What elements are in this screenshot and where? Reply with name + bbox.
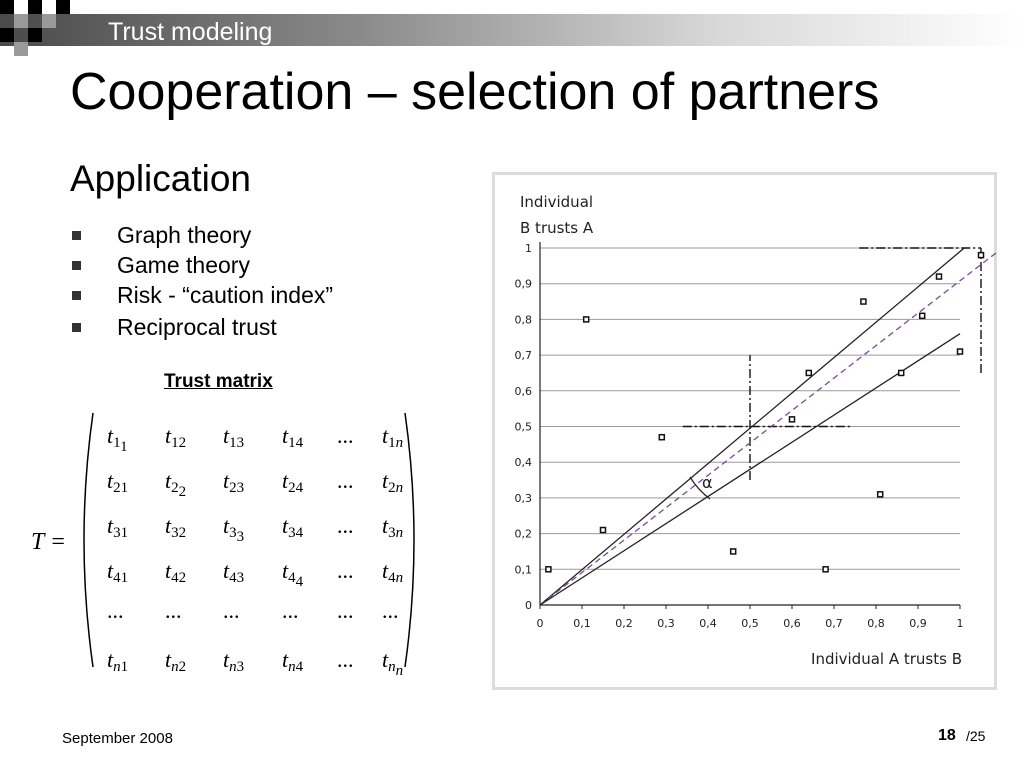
y-tick-label: 0,8 [514,313,532,327]
x-tick-label: 0,1 [573,617,591,630]
matrix-cell: t4n [382,558,404,586]
list-item [72,282,333,312]
data-point [790,417,795,422]
matrix-cell: t11 [107,423,128,455]
bullet-text: Graph theory [117,222,252,248]
data-point [823,567,828,572]
data-point [806,370,811,375]
y-tick-label: 0,5 [514,420,532,434]
logo-square [42,14,56,28]
y-axis-label: Individual [520,193,594,211]
bullet-icon [72,291,81,300]
matrix-cell: ... [337,598,354,623]
matrix-cell: ... [107,598,124,623]
x-tick-label: 0,6 [783,617,801,630]
matrix-cell: t41 [107,558,129,586]
matrix-lhs: T = [31,529,67,555]
logo-square [14,42,28,56]
matrix-cell: t21 [107,468,129,496]
data-point [899,370,904,375]
data-point [958,349,963,354]
x-tick-label: 0,8 [867,617,885,630]
matrix-cell: ... [337,423,354,448]
list-item [72,314,333,344]
logo-square [28,28,42,42]
data-point [584,317,589,322]
matrix-cell: t31 [107,513,129,541]
matrix-cell: t44 [282,558,304,590]
matrix-cell: ... [282,598,299,623]
matrix-cell: t34 [282,513,304,541]
data-point [546,567,551,572]
page-title: Cooperation – selection of partners [70,63,880,121]
data-point [731,549,736,554]
y-tick-label: 0 [525,599,532,612]
subtitle: Application [70,158,252,199]
y-axis-label: B trusts A [520,219,594,237]
logo-square [0,0,14,14]
data-point [601,528,606,533]
section-title: Trust modeling [108,18,273,46]
bullet-text: Reciprocal trust [117,314,277,340]
matrix-cell: t24 [282,468,304,496]
x-tick-label: 0,4 [699,617,717,630]
y-tick-label: 1 [525,242,532,255]
bullet-icon [72,231,81,240]
matrix-cell: t42 [165,558,187,586]
x-axis-label: Individual A trusts B [811,650,962,668]
bullet-text: Risk - “caution index” [117,282,334,308]
angle-label: α [702,473,713,492]
list-item [72,222,333,252]
matrix-cell: t23 [223,468,245,496]
y-tick-label: 0,3 [514,491,532,505]
matrix-cell: tn3 [223,647,245,675]
page-number: 18 [938,727,956,744]
matrix-cell: ... [337,513,354,538]
x-tick-label: 0 [536,617,544,630]
bullet-icon [72,261,81,270]
trust-scatter-chart [492,172,997,690]
logo-square [56,0,70,14]
data-point [979,253,984,258]
logo-square [0,28,14,42]
matrix-cell: t43 [223,558,245,586]
data-point [659,435,664,440]
matrix-cell: t1n [382,423,404,451]
right-paren [405,413,414,667]
matrix-cell: tn2 [165,647,187,675]
bullet-text: Game theory [117,252,250,278]
matrix-cell: t33 [223,513,245,545]
matrix-cell: tnn [382,647,404,675]
matrix-cell: tn4 [282,647,304,675]
matrix-cell: ... [223,598,240,623]
bullet-list [72,222,333,344]
matrix-cell: tn1 [107,647,129,675]
list-item [72,252,333,282]
matrix-cell: t14 [282,423,304,451]
bullet-icon [72,323,81,332]
trust-matrix [25,405,425,675]
logo-square [28,0,42,14]
y-tick-label: 0,6 [514,384,532,398]
y-tick-label: 0,1 [514,563,532,577]
x-tick-label: 0,9 [909,617,927,630]
x-tick-label: 0,3 [657,617,675,630]
matrix-cell: ... [337,468,354,493]
x-tick-label: 0,7 [825,617,843,630]
data-point [920,313,925,318]
x-tick-label: 0,2 [615,617,633,630]
matrix-cell: t3n [382,513,404,541]
matrix-cell: t2n [382,468,404,496]
x-tick-label: 0,5 [741,617,759,630]
matrix-cell: ... [165,598,182,623]
line-diagonal [540,252,997,605]
matrix-cell: t12 [165,423,187,451]
data-point [937,274,942,279]
matrix-cell: ... [337,558,354,583]
matrix-cell: t13 [223,423,245,451]
y-tick-label: 0,2 [514,527,532,541]
left-paren [84,413,93,667]
logo-square [14,14,28,28]
matrix-caption: Trust matrix [164,371,273,392]
matrix-cell: ... [382,598,399,623]
matrix-cell: ... [337,647,354,672]
page-total: /25 [966,728,986,744]
data-point [878,492,883,497]
x-tick-label: 1 [956,617,964,630]
matrix-cell: t32 [165,513,187,541]
y-tick-label: 0,9 [514,277,532,291]
data-point [861,299,866,304]
matrix-cell: t22 [165,468,187,500]
footer-date: September 2008 [62,730,173,747]
y-tick-label: 0,4 [514,456,532,470]
y-tick-label: 0,7 [514,349,532,363]
